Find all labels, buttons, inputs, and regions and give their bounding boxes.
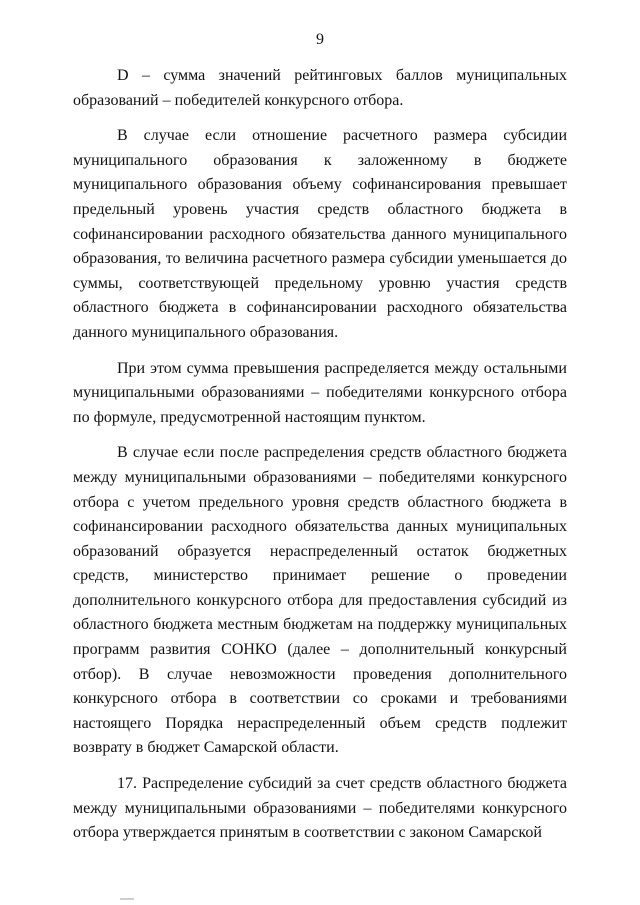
paragraph-additional-selection: В случае если после распределения средств областного бюджета между муниципальными образованиями – победителями конкурсного отбора с учетом предельного уровня средств областного бюджета в софинансировании расходного обязательства данных муниципальных образований образуется нераспределенный остаток бюджетных средств, министерство принимает решение о проведении дополнительного конкурсного отбора для предоставления субсидий из областного бюджета местным бюджетам на поддержку муниципальных программ развития СОНКО (далее – дополнительный конкурсный отбор). В случае невозможности проведения дополнительного конкурсного отбора в соответствии со сроками и требованиями настоящего Порядка нераспределенный объем средств подлежит возврату в бюджет Самарской области. xyxy=(73,444,567,757)
paragraph-excess-distribution: При этом сумма превышения распределяется между остальными муниципальными образованиями – победителями конкурсного отбора по формуле, предусмотренной настоящим пунктом. xyxy=(73,359,567,426)
paragraph-subsidy-limit: В случае если отношение расчетного размера субсидии муниципального образования к заложенному в бюджете муниципального образования объему софинансирования превышает предельный уровень участия средств областного бюджета в софинансировании расходного обязательства данного муниципального образования, то величина расчетного размера субсидии уменьшается до суммы, соответствующей предельному уровню участия средств областного бюджета в софинансировании расходного обязательства данного муниципального образования. xyxy=(73,127,567,341)
scan-artifact xyxy=(120,898,134,900)
paragraph-d-definition: D – сумма значений рейтинговых баллов муниципальных образований – победителей конкурсного отбора. xyxy=(73,67,567,109)
page-number: 9 xyxy=(316,31,324,48)
paragraph-item-17: 17. Распределение субсидий за счет средств областного бюджета между муниципальными образованиями – победителями конкурсного отбора утверждается принятым в соответствии с законом Самарской xyxy=(73,775,567,842)
document-body xyxy=(73,64,567,846)
